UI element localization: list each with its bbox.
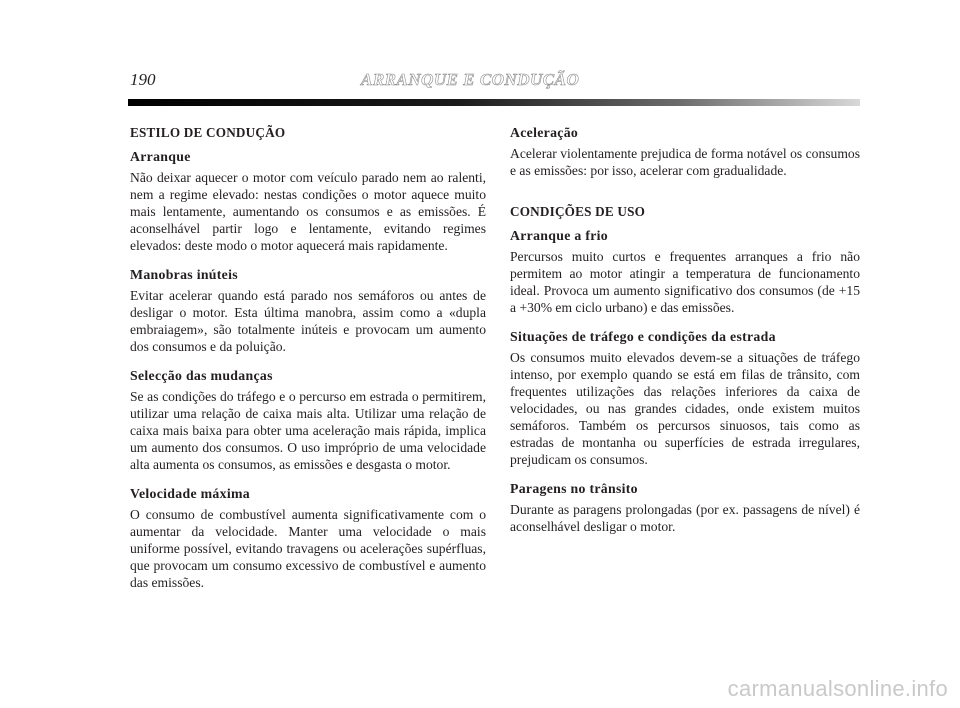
heading-velocidade: Velocidade máxima [130,486,250,501]
heading-arranque: Arranque [130,149,191,164]
right-column [510,124,860,547]
section-spacer [510,191,860,203]
heading-aceleracao: Aceleração [510,125,579,140]
heading-arranque-frio: Arranque a frio [510,228,608,243]
paragraph-paragens: Durante as paragens prolongadas (por ex. passagens de nível) é aconselhável desligar o motor. [510,502,860,534]
heading-paragens: Paragens no trânsito [510,481,638,496]
paragraph-arranque-frio: Percursos muito curtos e frequentes arranques a frio não permitem ao motor atingir a temperatura de funcionamento ideal. Provoca um aumento significativo dos consumos (de +15 a +30% em ciclo urbano) e das emissões. [510,249,860,315]
chapter-title: ARRANQUE E CONDUÇÃO [361,70,580,89]
section-title-conditions: CONDIÇÕES DE USO [510,204,646,219]
paragraph-manobras: Evitar acelerar quando está parado nos semáforos ou antes de desligar o motor. Esta última manobra, assim como a «dupla embraiagem», são totalmente inúteis e provocam um aumento dos consumos e da poluição. [130,288,486,354]
paragraph-seleccao: Se as condições do tráfego e o percurso em estrada o permitirem, utilizar uma relação de caixa mais alta. Utilizar uma relação de caixa mais baixa para obter uma aceleração mais rápida, implica um aumento dos consumos. O uso impróprio de uma velocidade alta aumenta os consumos, as emissões e desgasta o motor. [130,389,486,472]
section-title-driving-style: ESTILO DE CONDUÇÃO [130,125,286,140]
paragraph-aceleracao: Acelerar violentamente prejudica de forma notável os consumos e as emissões: por isso, acelerar com gradualidade. [510,146,860,178]
heading-trafego: Situações de tráfego e condições da estrada [510,329,776,344]
watermark: carmanualsonline.info [727,676,948,701]
heading-manobras: Manobras inúteis [130,267,238,282]
page-number: 190 [130,70,156,89]
header-rule [128,99,860,106]
paragraph-velocidade: O consumo de combustível aumenta significativamente com o aumentar da velocidade. Manter uma velocidade o mais uniforme possível, evitando travagens ou acelerações supérfluas, que provocam um consumo excessivo de combustível e aumento das emissões. [130,507,486,590]
left-column [130,124,486,603]
paragraph-trafego: Os consumos muito elevados devem-se a situações de tráfego intenso, por exemplo quando se está em filas de trânsito, com frequentes utilizações das relações inferiores da caixa de velocidades, ou nas grandes cidades, onde existem muitos semáforos. Também os percursos sinuosos, tais como as estradas de montanha ou superfícies de estrada irregulares, prejudicam os consumos. [510,350,860,467]
heading-seleccao: Selecção das mudanças [130,368,273,383]
paragraph-arranque: Não deixar aquecer o motor com veículo parado nem ao ralenti, nem a regime elevado: nestas condições o motor aquece muito mais lentamente, aumentando os consumos e as emissões. É aconselhável partir logo e lentamente, evitando regimes elevados: deste modo o motor aquecerá mais rapidamente. [130,170,486,253]
